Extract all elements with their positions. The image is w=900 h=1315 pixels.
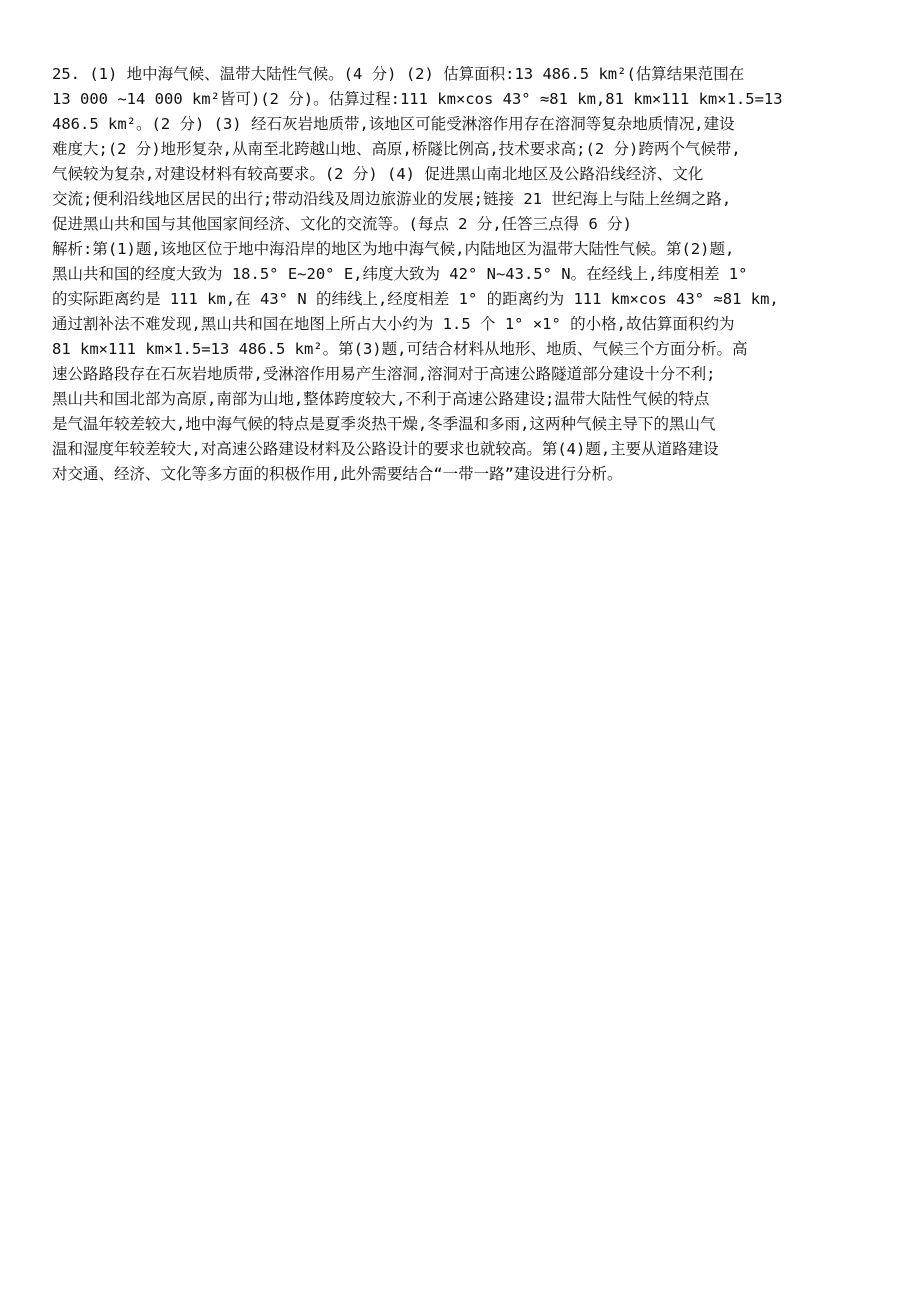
analysis-line: 速公路路段存在石灰岩地质带,受淋溶作用易产生溶洞,溶洞对于高速公路隧道部分建设十分不利;	[52, 365, 716, 383]
answer-line: 难度大;(2 分)地形复杂,从南至北跨越山地、高原,桥隧比例高,技术要求高;(2 分)跨两个气候带,	[52, 140, 741, 158]
answer-line: 交流;便利沿线地区居民的出行;带动沿线及周边旅游业的发展;链接 21 世纪海上与陆上丝绸之路,	[52, 190, 732, 208]
analysis-line: 的实际距离约是 111 km,在 43° N 的纬线上,经度相差 1° 的距离约为 111 km×cos 43° ≈81 km,	[52, 290, 779, 308]
analysis-line: 是气温年较差较大,地中海气候的特点是夏季炎热干燥,冬季温和多雨,这两种气候主导下的黑山气	[52, 415, 716, 433]
analysis-line: 通过割补法不难发现,黑山共和国在地图上所占大小约为 1.5 个 1° ×1° 的小格,故估算面积约为	[52, 315, 735, 333]
answer-line: 25. (1) 地中海气候、温带大陆性气候。(4 分) (2) 估算面积:13 486.5 km²(估算结果范围在	[52, 65, 745, 83]
answer-line: 13 000 ~14 000 km²皆可)(2 分)。估算过程:111 km×cos 43° ≈81 km,81 km×111 km×1.5=13	[52, 90, 783, 108]
answer-line: 气候较为复杂,对建设材料有较高要求。(2 分) (4) 促进黑山南北地区及公路沿线经济、文化	[52, 165, 704, 183]
answer-paragraph	[52, 62, 872, 237]
analysis-paragraph	[52, 237, 872, 487]
analysis-line: 黑山共和国北部为高原,南部为山地,整体跨度较大,不利于高速公路建设;温带大陆性气候的特点	[52, 390, 710, 408]
analysis-line: 解析:第(1)题,该地区位于地中海沿岸的地区为地中海气候,内陆地区为温带大陆性气候。第(2)题,	[52, 240, 735, 258]
answer-line: 促进黑山共和国与其他国家间经济、文化的交流等。(每点 2 分,任答三点得 6 分)	[52, 215, 632, 233]
analysis-line: 对交通、经济、文化等多方面的积极作用,此外需要结合“一带一路”建设进行分析。	[52, 465, 623, 483]
analysis-line: 黑山共和国的经度大致为 18.5° E~20° E,纬度大致为 42° N~43.5° N。在经线上,纬度相差 1°	[52, 265, 748, 283]
document-page	[52, 62, 872, 487]
analysis-line: 温和湿度年较差较大,对高速公路建设材料及公路设计的要求也就较高。第(4)题,主要从道路建设	[52, 440, 719, 458]
analysis-line: 81 km×111 km×1.5=13 486.5 km²。第(3)题,可结合材料从地形、地质、气候三个方面分析。高	[52, 340, 748, 358]
answer-line: 486.5 km²。(2 分) (3) 经石灰岩地质带,该地区可能受淋溶作用存在溶洞等复杂地质情况,建设	[52, 115, 735, 133]
